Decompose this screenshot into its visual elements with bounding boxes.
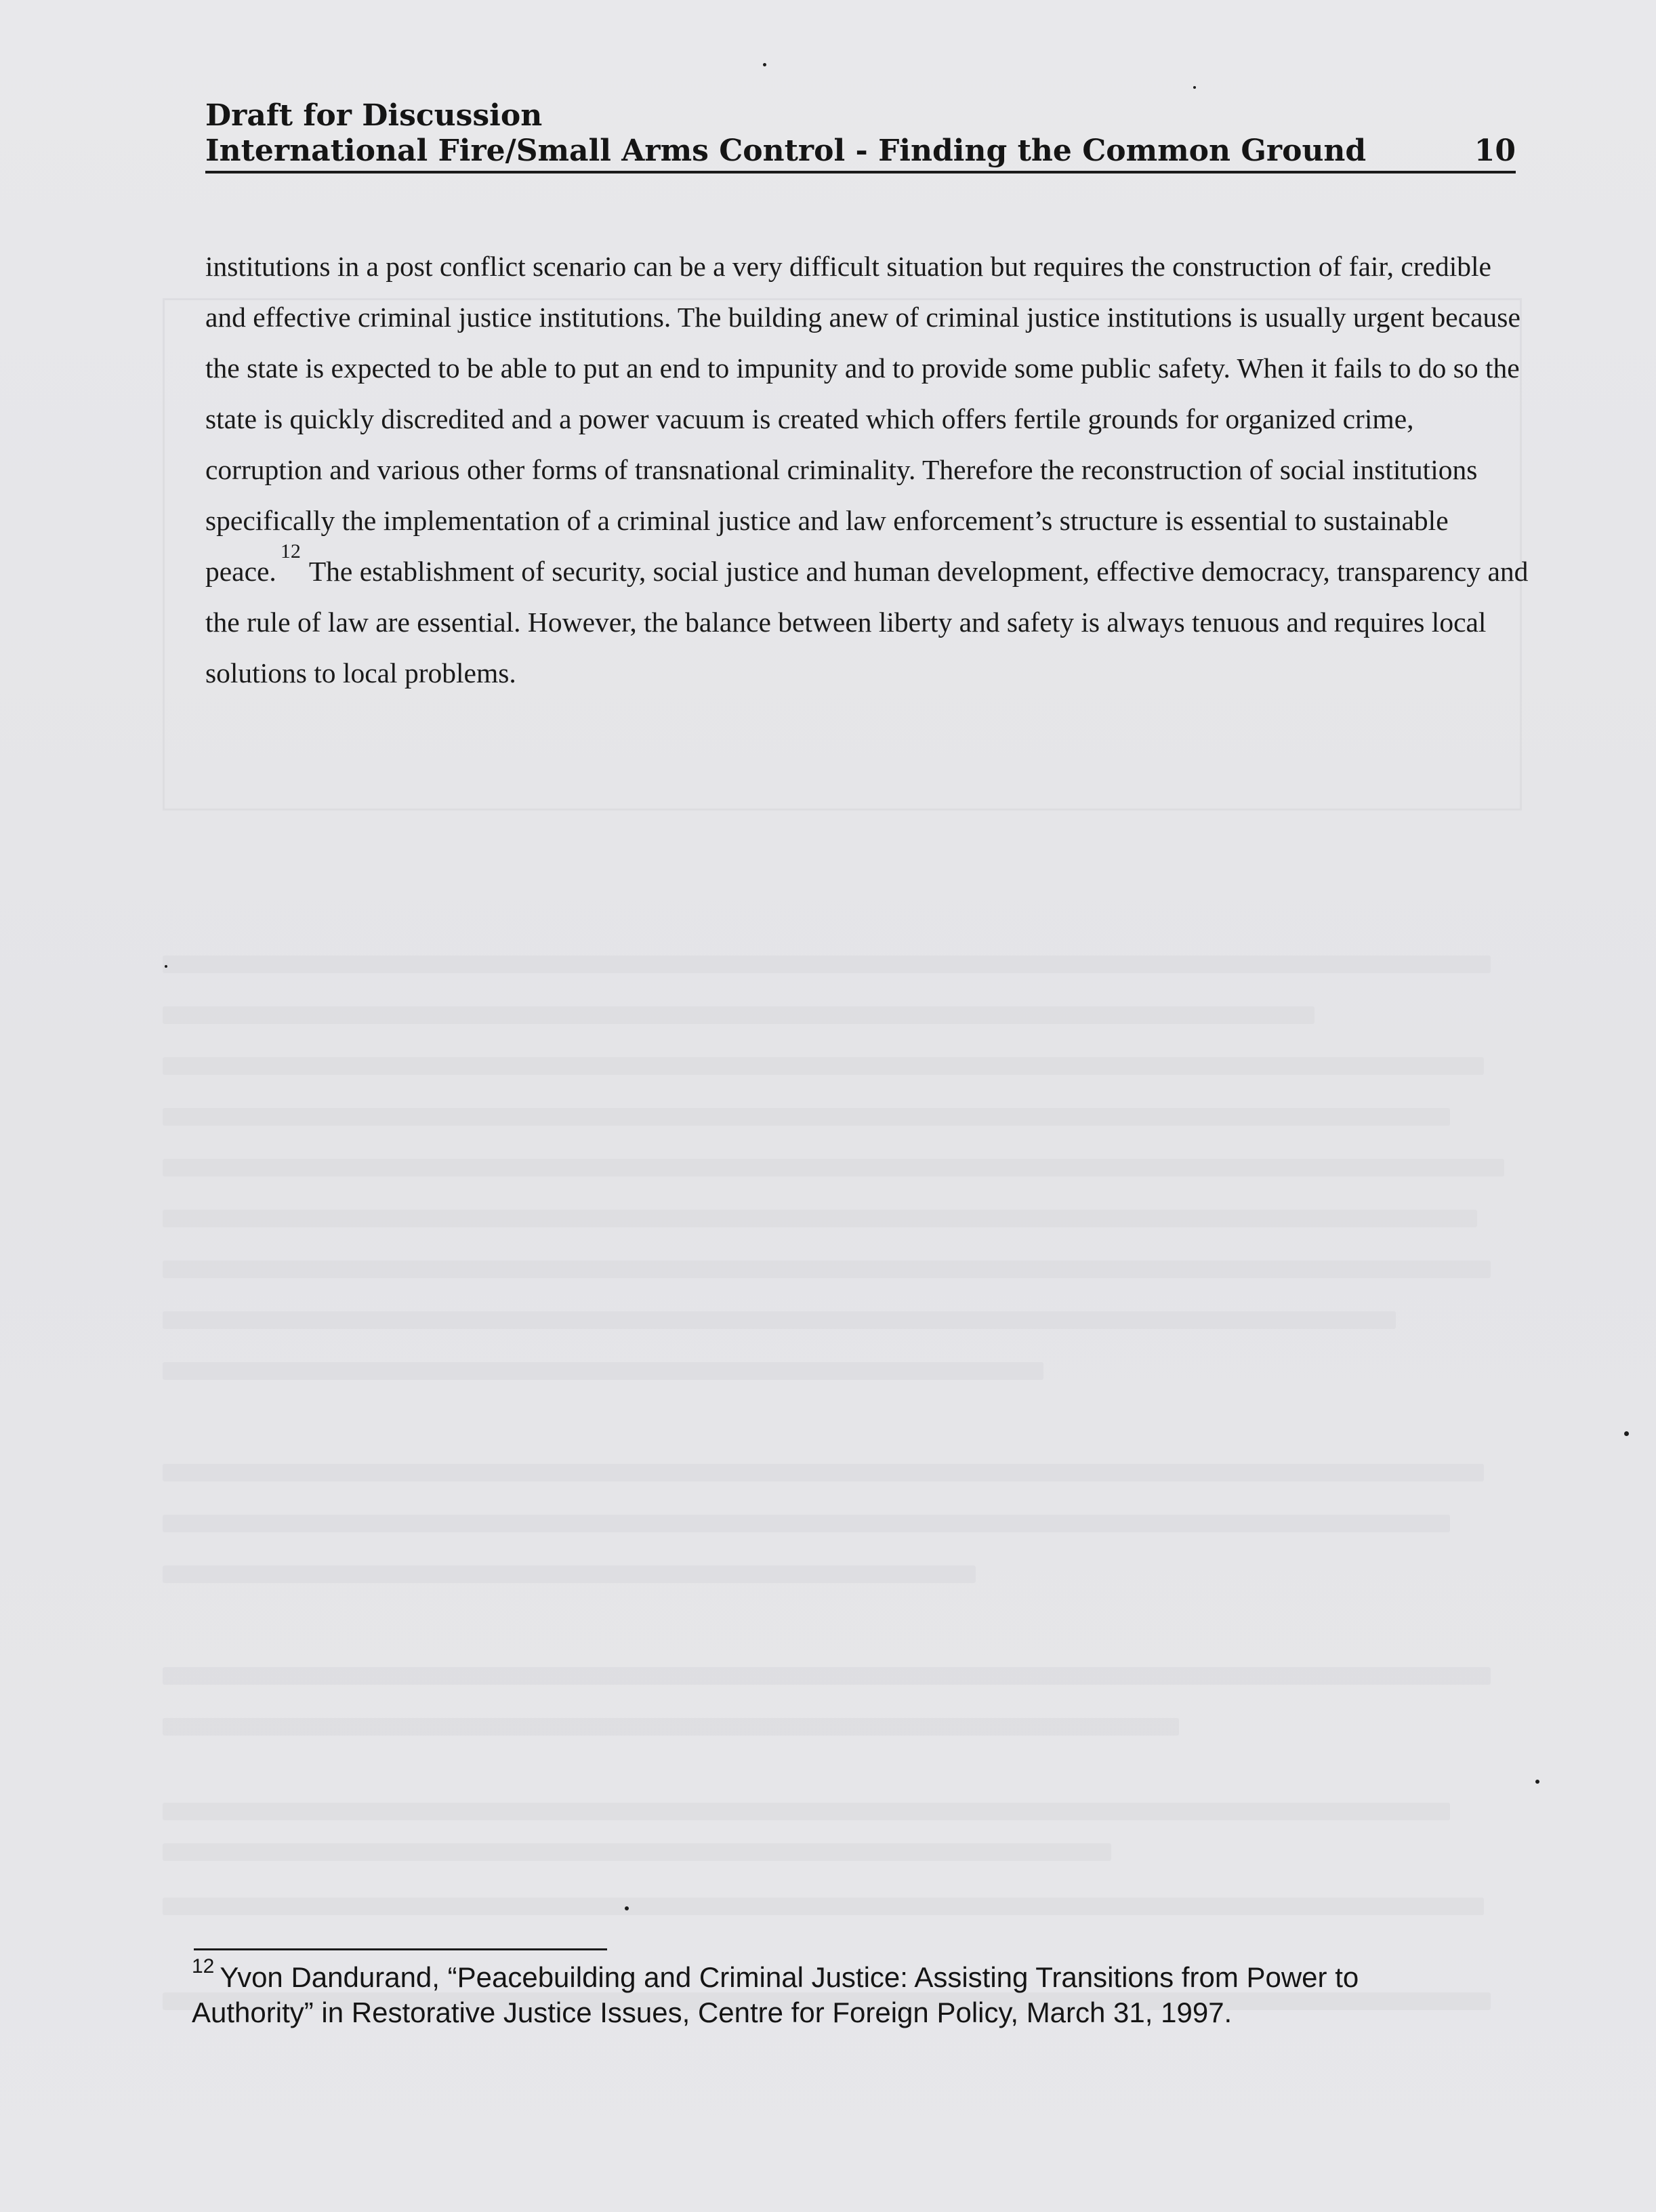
scan-speck (165, 965, 167, 968)
body-text-part2: The establishment of security, social justice and human development, effective democracy, transparency and the rule of law are essential. However, the balance between liberty and safety is always tenuous and requires local solutions to local problems. (205, 556, 1529, 689)
bleed-through-line (163, 1515, 1450, 1532)
bleed-through-line (163, 1006, 1315, 1024)
page-number: 10 (1474, 134, 1516, 168)
scan-speck (1193, 86, 1196, 89)
header-rule (205, 171, 1516, 173)
bleed-through-line (163, 1718, 1179, 1736)
bleed-through-line (163, 1108, 1450, 1126)
bleed-through-line (163, 1565, 976, 1583)
bleed-through-line (163, 1311, 1396, 1329)
footnote-marker: 12 (192, 1955, 215, 1978)
document-title-text: International Fire/Small Arms Control - Finding the Common Ground (205, 134, 1367, 168)
bleed-through-line (163, 1803, 1450, 1820)
scan-speck (763, 63, 766, 66)
bleed-through-line (163, 1159, 1504, 1176)
bleed-through-line (163, 1210, 1477, 1227)
footnote-reference[interactable]: 12 (280, 540, 301, 562)
bleed-through-line (163, 1464, 1484, 1481)
bleed-through-line (163, 956, 1491, 973)
footnote (192, 1955, 1479, 2030)
scan-speck (625, 1906, 629, 1910)
bleed-through-line (163, 1261, 1491, 1278)
bleed-through-line (163, 1843, 1111, 1861)
bleed-through-line (163, 1667, 1491, 1685)
document-title (205, 134, 1516, 169)
draft-label: Draft for Discussion (205, 98, 543, 133)
running-header (205, 98, 1516, 169)
footnote-rule (194, 1948, 607, 1950)
bleed-through-line (163, 1362, 1043, 1380)
bleed-through-line (163, 1057, 1484, 1075)
bleed-through-line (163, 1898, 1484, 1915)
body-paragraph (205, 241, 1533, 699)
footnote-text: Yvon Dandurand, “Peacebuilding and Criminal Justice: Assisting Transitions from Power to Authority” in Restorative Justice Issues, Centre for Foreign Policy, March 31, 1997. (192, 1961, 1359, 2028)
scan-speck (1624, 1431, 1629, 1436)
body-text-part1: institutions in a post conflict scenario can be a very difficult situation but requires the construction of fair, credible and effective criminal justice institutions. The building anew of criminal justice institutions is usually urgent because the state is expected to be able to put an end to impunity and to provide some public safety. When it fails to do so the state is quickly discredited and a power vacuum is created which offers fertile grounds for organized crime, corruption and various other forms of transnational criminality. Therefore the reconstruction of social institutions specifically the implementation of a criminal justice and law enforcement’s structure is essential to sustainable peace. (205, 251, 1520, 587)
scan-speck (1535, 1780, 1539, 1784)
